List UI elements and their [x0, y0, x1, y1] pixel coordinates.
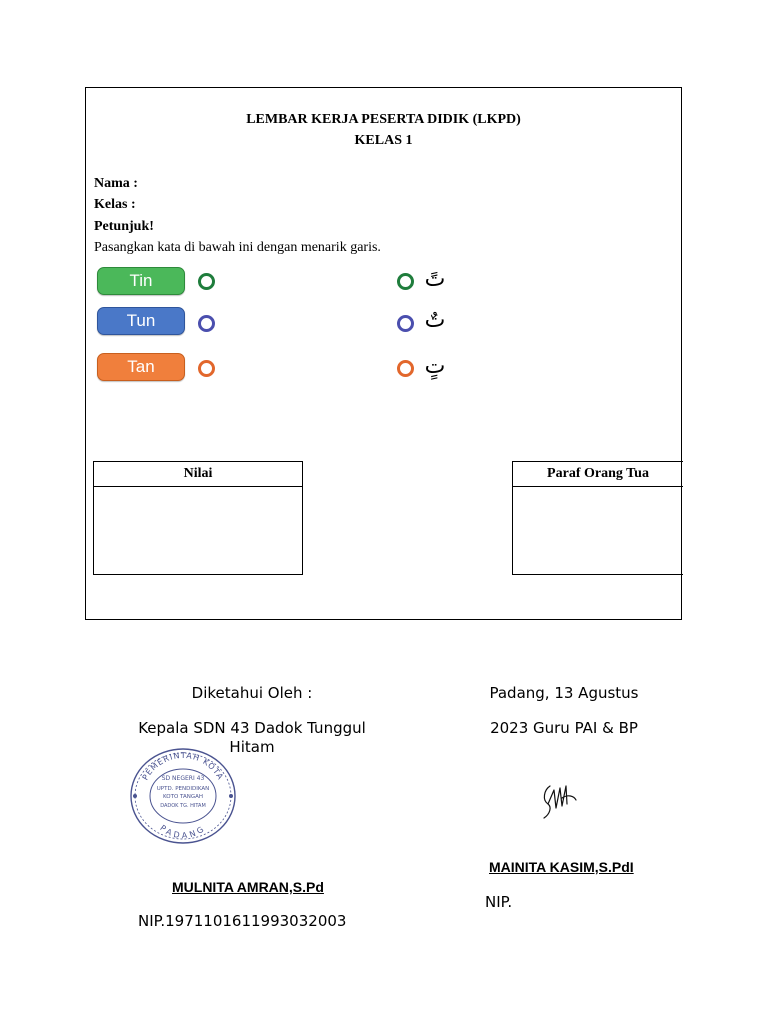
- arabic-letter-tun: تٌ: [424, 308, 446, 333]
- instructions-text: Pasangkan kata di bawah ini dengan menarik garis.: [94, 240, 381, 255]
- left-match-dot-2[interactable]: [198, 315, 215, 332]
- name-label: Nama :: [94, 176, 138, 191]
- acknowledged-by-label: Diketahui Oleh :: [191, 684, 313, 702]
- parent-sign-table-header: Paraf Orang Tua: [513, 462, 683, 487]
- teacher-nip: NIP.: [485, 893, 513, 911]
- teacher-position: 2023 Guru PAI & BP: [490, 719, 638, 737]
- stamp-district: KOTO TANGAH: [162, 794, 204, 800]
- stamp-bottom-text: PADANG: [158, 823, 208, 841]
- worksheet-class-title: KELAS 1: [354, 133, 413, 148]
- stamp-uptd: UPTD. PENDIDIKAN: [156, 786, 210, 792]
- handwritten-signature: [538, 780, 580, 824]
- word-pill-tan: Tan: [97, 353, 185, 381]
- parent-sign-table: [512, 461, 683, 575]
- principal-position: Kepala SDN 43 Dadok Tunggul Hitam: [138, 719, 366, 756]
- arabic-letter-tan: تً: [424, 267, 446, 292]
- left-match-dot-1[interactable]: [198, 273, 215, 290]
- left-match-dot-3[interactable]: [198, 360, 215, 377]
- class-label: Kelas :: [94, 197, 136, 212]
- stamp-school: SD NEGERI 43: [161, 775, 205, 782]
- grade-table-header: Nilai: [94, 462, 302, 487]
- place-date: Padang, 13 Agustus: [489, 684, 639, 702]
- stamp-outer-text: PEMERINTAH KOTA: [140, 750, 226, 782]
- principal-name: MULNITA AMRAN,S.Pd: [172, 879, 324, 895]
- teacher-name: MAINITA KASIM,S.PdI: [489, 859, 634, 875]
- instructions-label: Petunjuk!: [94, 219, 154, 234]
- principal-nip: NIP.197110161199303​2003: [138, 912, 347, 930]
- worksheet-frame: [85, 87, 682, 620]
- worksheet-title: LEMBAR KERJA PESERTA DIDIK (LKPD): [246, 112, 521, 127]
- right-match-dot-2[interactable]: [397, 315, 414, 332]
- stamp-area: DADOK TG. HITAM: [160, 803, 206, 809]
- word-pill-tin: Tin: [97, 267, 185, 295]
- word-pill-tun: Tun: [97, 307, 185, 335]
- school-stamp: [127, 746, 237, 846]
- svg-text:PADANG: [158, 823, 207, 840]
- grade-table: [93, 461, 303, 575]
- arabic-letter-tin: تٍ: [424, 354, 446, 379]
- right-match-dot-3[interactable]: [397, 360, 414, 377]
- right-match-dot-1[interactable]: [397, 273, 414, 290]
